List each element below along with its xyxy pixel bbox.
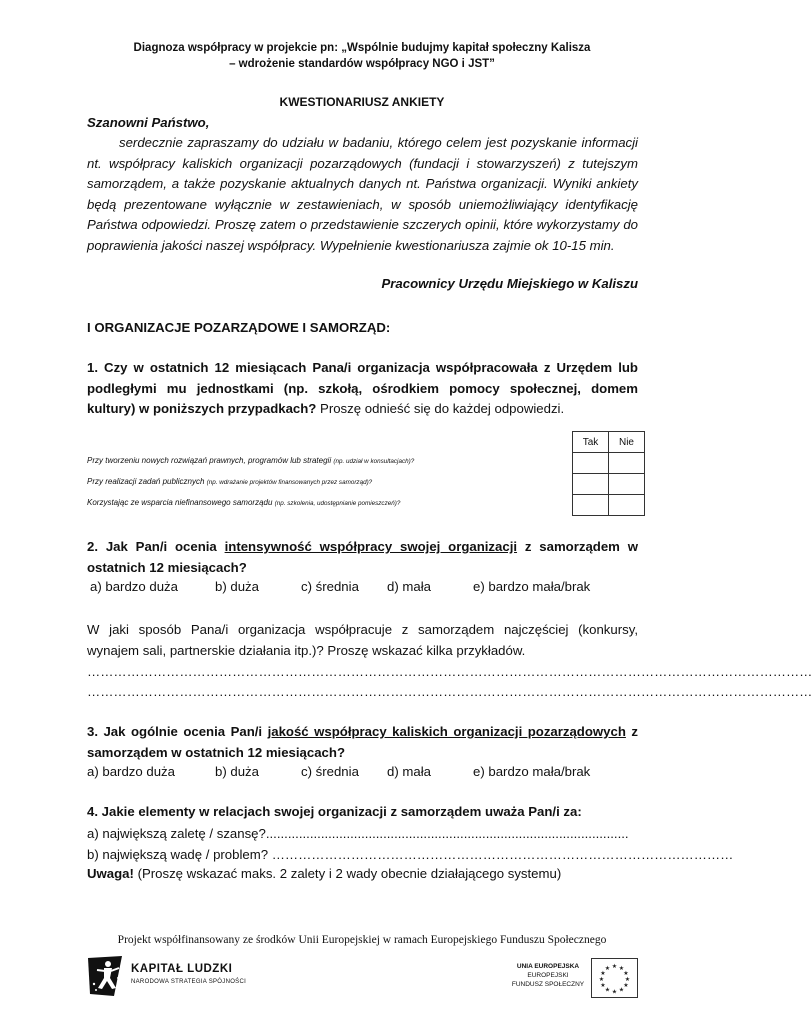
question-2-pre: 2. Jak Pan/i ocenia [87, 539, 217, 554]
question-2-underlined: intensywność współpracy swojej organizacji [224, 539, 518, 554]
answer-cell-no[interactable] [609, 474, 645, 495]
column-header-yes: Tak [573, 432, 609, 453]
option-b[interactable]: b) duża [215, 579, 259, 594]
answer-cell-yes[interactable] [573, 453, 609, 474]
row-label: Korzystając ze wsparcia niefinansowego samorządu [87, 498, 273, 507]
svg-text:★: ★ [611, 963, 618, 970]
option-e[interactable]: e) bardzo mała/brak [473, 579, 591, 594]
svg-text:★: ★ [604, 965, 611, 972]
svg-text:★: ★ [623, 970, 629, 977]
answer-table [572, 431, 645, 516]
option-d[interactable]: d) mała [387, 764, 431, 779]
eu-logo-text [506, 962, 590, 989]
svg-text:★: ★ [618, 986, 625, 994]
question-3-post: z samorządem w ostatnich 12 miesiącach? [87, 724, 638, 760]
document-header-line-2: – wdrożenie standardów współpracy NGO i JST” [229, 58, 495, 70]
note-label: Uwaga! [87, 866, 134, 881]
option-d[interactable]: d) mała [387, 579, 431, 594]
question-1-row-1 [87, 456, 414, 465]
row-note: (np. szkolenia, udostępnianie pomieszczeń)? [274, 500, 401, 507]
svg-text:★: ★ [604, 986, 611, 994]
option-a[interactable]: a) bardzo duża [90, 579, 178, 594]
intro-paragraph: serdecznie zapraszamy do udziału w badaniu, którego celem jest pozyskanie informacji nt. współpracy kaliskich organizacji pozarządowych (fundacji i stowarzyszeń) z tutejszym samorządem, a także pozyskanie aktualnych danych nt. Państwa organizacji. Wyniki ankiety będą prezentowane wyłącznie w zestawieniach, w sposób uniemożliwiający identyfikację Państwa odpowiedzi. Proszę zatem o przedstawienie szczerych opinii, które wykorzystamy do poprawienia jakości naszej współpracy. Wypełnienie kwestionariusza zajmie ok 10-15 min. [87, 135, 638, 253]
option-c[interactable]: c) średnia [301, 764, 359, 779]
question-2-followup: W jaki sposób Pana/i organizacja współpracuje z samorządem najczęściej (konkursy, wynajem sali, partnerskie działania itp.)? Proszę wskazać kilka przykładów. [87, 622, 638, 658]
option-c[interactable]: c) średnia [301, 579, 359, 594]
note-text: (Proszę wskazać maks. 2 zalety i 2 wady obecnie działającego systemu) [133, 866, 562, 881]
page-title: KWESTIONARIUSZ ANKIETY [279, 95, 445, 109]
svg-text:★: ★ [598, 976, 605, 983]
svg-text:★: ★ [600, 970, 606, 977]
answer-line[interactable]: ………………………………………………………………………………………………………………………………………………… [87, 664, 812, 679]
answer-cell-no[interactable] [609, 495, 645, 516]
answer-cell-yes[interactable] [573, 474, 609, 495]
svg-text:★: ★ [618, 965, 625, 972]
row-note: (np. wdrażanie projektów finansowanych przez samorząd)? [206, 479, 373, 486]
question-1-row-2 [87, 477, 372, 486]
question-4-answer-b[interactable]: b) największą wadę / problem? …………………………………………………………………………………………… [87, 847, 734, 862]
eu-flag-icon [591, 958, 638, 998]
svg-text:★: ★ [611, 988, 618, 996]
svg-text:★: ★ [624, 976, 631, 983]
question-1 [87, 358, 638, 420]
answer-cell-yes[interactable] [573, 495, 609, 516]
question-1-instruction: Proszę odnieść się do każdej odpowiedzi. [316, 401, 565, 417]
kapital-ludzki-logo-icon [86, 954, 126, 998]
greeting: Szanowni Państwo, [87, 115, 210, 130]
document-header-line-1: Diagnoza współpracy w projekcie pn: „Wspólnie budujmy kapitał społeczny Kalisza [133, 42, 591, 54]
question-1-text: 1. Czy w ostatnich 12 miesiącach Pana/i organizacja współpracowała z Urzędem lub podległymi mu jednostkami (np. szkołą, ośrodkiem pomocy społecznej, domem kultury) w poniższych przypadkach? [87, 360, 638, 417]
question-4-answer-a[interactable]: a) największą zaletę / szansę?................................................................................................... [87, 826, 629, 841]
logo-left-subtitle: NARODOWA STRATEGIA SPÓJNOŚCI [131, 979, 247, 985]
logo-left-title: KAPITAŁ LUDZKI [131, 963, 233, 975]
question-4: 4. Jakie elementy w relacjach swojej organizacji z samorządem uważa Pan/i za: [87, 804, 582, 819]
eu-line-3: FUNDUSZ SPOŁECZNY [511, 981, 585, 988]
answer-cell-no[interactable] [609, 453, 645, 474]
question-3-underlined: jakość współpracy kaliskich organizacji pozarządowych [267, 724, 626, 739]
question-1-row-3 [87, 498, 400, 507]
option-a[interactable]: a) bardzo duża [87, 764, 175, 779]
section-heading: I ORGANIZACJE POZARZĄDOWE I SAMORZĄD: [87, 320, 391, 335]
option-b[interactable]: b) duża [215, 764, 259, 779]
signature: Pracownicy Urzędu Miejskiego w Kaliszu [381, 276, 638, 291]
row-label: Przy realizacji zadań publicznych [87, 477, 205, 486]
question-3 [87, 722, 638, 763]
svg-text:★: ★ [600, 982, 606, 989]
option-e[interactable]: e) bardzo mała/brak [473, 764, 591, 779]
row-note: (np. udział w konsultacjach)? [333, 458, 415, 465]
footer-text: Projekt współfinansowany ze środków Unii Europejskiej w ramach Europejskiego Funduszu Społecznego [117, 934, 607, 946]
question-3-pre: 3. Jak ogólnie ocenia Pan/i [87, 724, 263, 739]
row-label: Przy tworzeniu nowych rozwiązań prawnych, programów lub strategii [87, 456, 332, 465]
column-header-no: Nie [609, 432, 645, 453]
question-2 [87, 537, 638, 578]
svg-text:★: ★ [623, 982, 629, 989]
question-4-note [87, 866, 561, 881]
answer-line[interactable]: ………………………………………………………………………………………………………………………………………………… [87, 684, 812, 699]
eu-line-2: EUROPEJSKI [527, 972, 569, 979]
eu-line-1: UNIA EUROPEJSKA [516, 963, 580, 970]
question-2-post: z samorządem w ostatnich 12 miesiącach? [87, 539, 638, 575]
